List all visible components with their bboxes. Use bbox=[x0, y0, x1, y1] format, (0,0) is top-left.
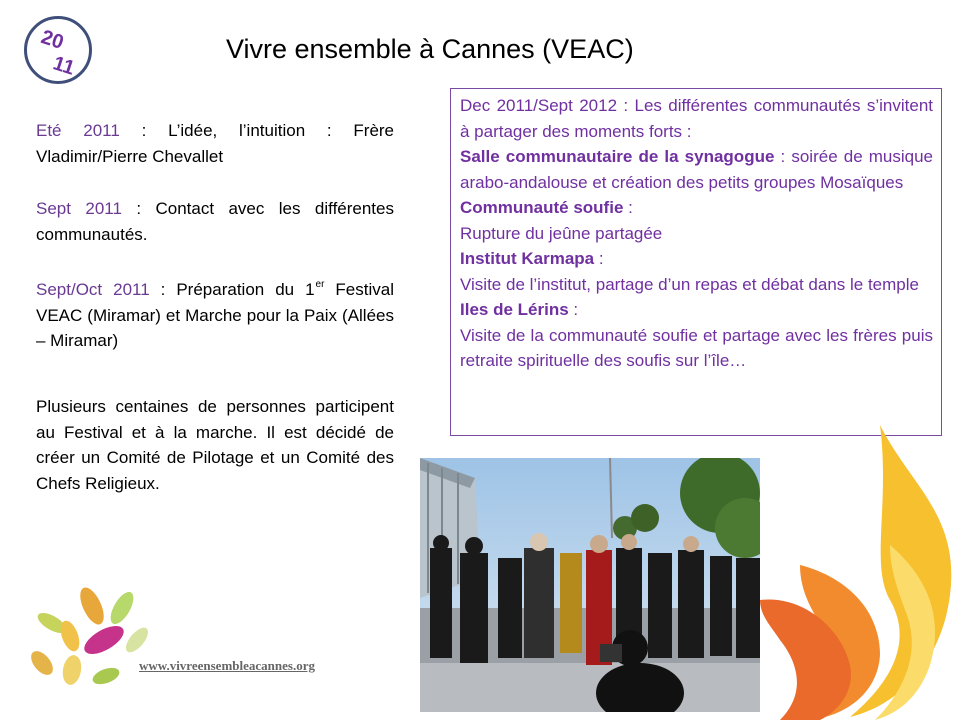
event-soufie-text: Rupture du jeûne partagée bbox=[460, 223, 663, 243]
events-intro: Dec 2011/Sept 2012 : Les différentes communautés s’invitent à partager des moments forts : bbox=[460, 96, 933, 141]
page-title: Vivre ensemble à Cannes (VEAC) bbox=[226, 34, 634, 64]
event-karmapa-label bbox=[460, 246, 933, 272]
website-link[interactable]: www.vivreensembleacannes.org bbox=[139, 658, 315, 673]
badge-year-line1: 20 bbox=[38, 26, 67, 54]
march-photo bbox=[420, 458, 760, 712]
events-box bbox=[450, 88, 942, 436]
event-text: soirée de musique arabo-andalouse et création des petits groupes Mosaïques bbox=[460, 147, 933, 192]
event-label: Institut Karmapa bbox=[460, 249, 595, 268]
entry-text: : Contact avec les différentes communautés. bbox=[36, 199, 394, 244]
flame-decoration bbox=[760, 425, 960, 720]
timeline-entry-ete-2011 bbox=[36, 118, 394, 169]
event-sep: : bbox=[774, 147, 792, 166]
event-sep: : bbox=[623, 198, 633, 217]
entry-text: : Préparation du 1 bbox=[149, 280, 315, 299]
badge-year-line2: 11 bbox=[50, 52, 78, 80]
entry-date: Eté 2011 bbox=[36, 121, 120, 140]
event-karmapa-text: Visite de l’institut, partage d’un repas et débat dans le temple bbox=[460, 274, 919, 294]
leaves-decoration bbox=[22, 578, 162, 698]
entry-date: Sept 2011 bbox=[36, 199, 122, 218]
entry-date: Sept/Oct 2011 bbox=[36, 280, 150, 299]
event-label: Iles de Lérins bbox=[460, 300, 569, 319]
event-sep: : bbox=[568, 300, 579, 319]
event-label: Salle communautaire de la synagogue bbox=[460, 147, 775, 166]
event-synagogue bbox=[460, 144, 933, 195]
entry-text-cont: Festival VEAC (Miramar) et Marche pour la Paix (Allées – Miramar) bbox=[36, 280, 394, 350]
summary-paragraph: Plusieurs centaines de personnes participent au Festival et à la marche. Il est décidé de créer un Comité de Pilotage et un Comité des Chefs Religieux. bbox=[36, 397, 394, 493]
event-soufie-label bbox=[460, 195, 933, 221]
entry-text: : L’idée, l’intuition : Frère Vladimir/Pierre Chevallet bbox=[36, 121, 395, 166]
event-sep: : bbox=[594, 249, 604, 268]
event-lerins-label bbox=[460, 297, 933, 323]
timeline-entry-sept-oct-2011 bbox=[36, 272, 394, 354]
event-label: Communauté soufie bbox=[460, 198, 624, 217]
year-badge bbox=[24, 16, 92, 84]
timeline-entry-sept-2011 bbox=[36, 196, 394, 247]
event-lerins-text: Visite de la communauté soufie et partage avec les frères puis retraite spirituelle des soufis sur l’île… bbox=[460, 325, 933, 370]
ordinal-superscript: er bbox=[315, 279, 325, 290]
